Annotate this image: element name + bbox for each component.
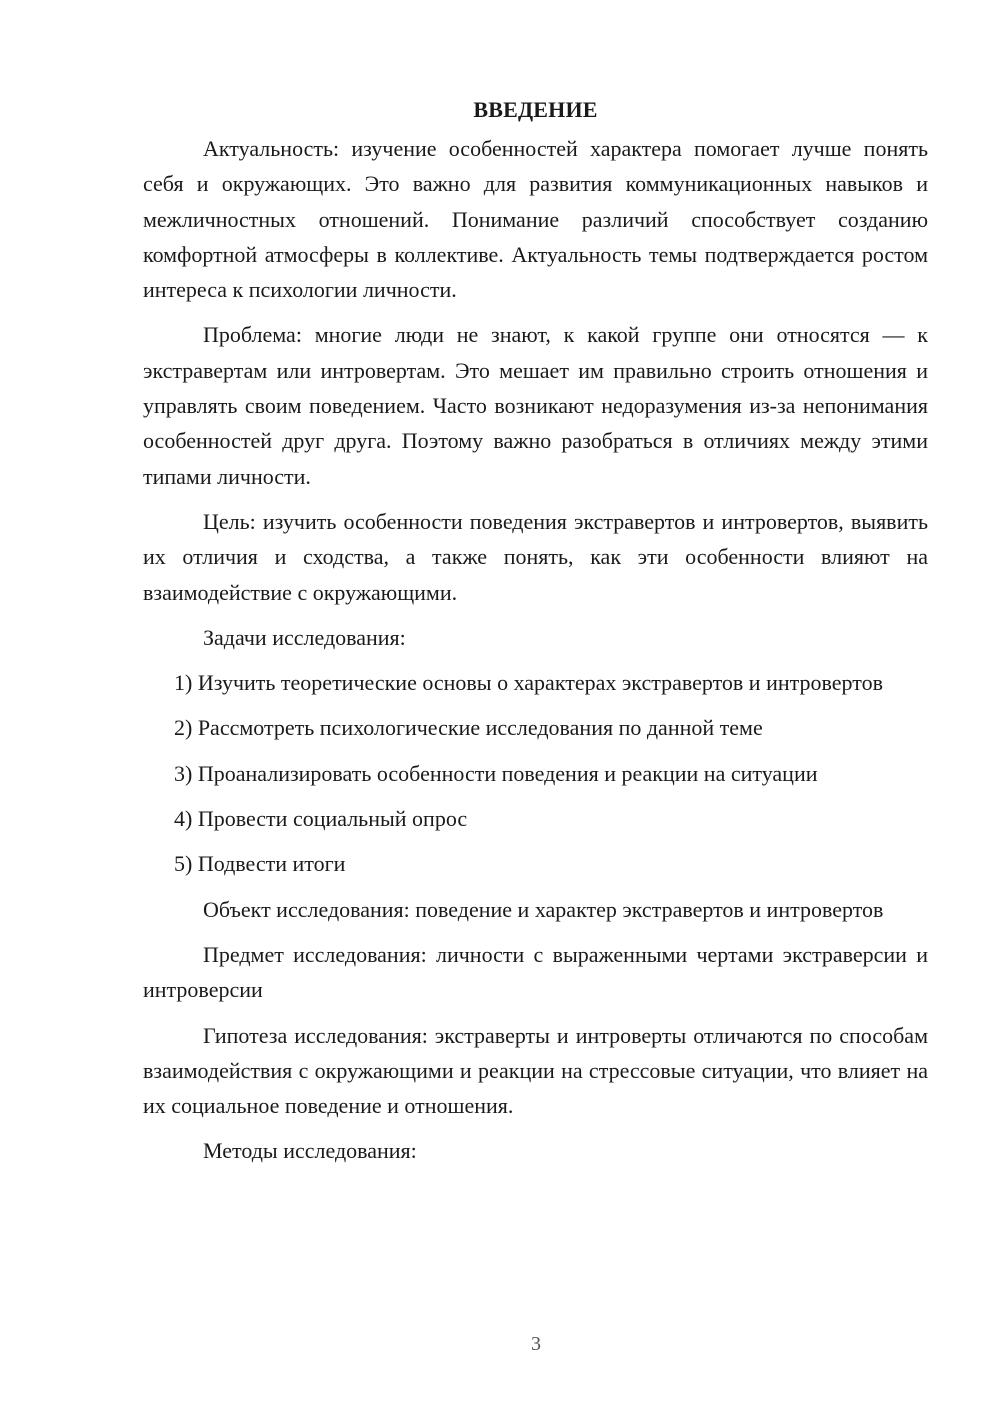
task-item-3: 3) Проанализировать особенности поведения и реакции на ситуации — [174, 760, 818, 786]
paragraph-relevance: Актуальность: изучение особенностей характера помогает лучше понять себя и окружающих. Это важно для развития коммуникационных навыков и межличностных отношений. Понимание различий способствует созданию комфортной атмосферы в коллективе. Актуальность темы подтверждается ростом интереса к психологии личности. — [143, 136, 928, 303]
paragraph-problem: Проблема: многие люди не знают, к какой группе они относятся — к экстравертам или интровертам. Это мешает им правильно строить отношения и управлять своим поведением. Часто возникают недоразумения из-за непонимания особенностей друг друга. Поэтому важно разобраться в отличиях между этими типами личности. — [143, 322, 928, 489]
paragraph-object: Объект исследования: поведение и характер экстравертов и интровертов — [203, 896, 884, 922]
paragraph-goal: Цель: изучить особенности поведения экстравертов и интровертов, выявить их отличия и сходства, а также понять, как эти особенности влияют на взаимодействие с окружающими. — [143, 508, 928, 605]
paragraph-hypothesis: Гипотеза исследования: экстраверты и интроверты отличаются по способам взаимодействия с окружающими и реакции на стрессовые ситуации, что влияет на их социальное поведение и отношения. — [143, 1022, 928, 1119]
document-page — [143, 92, 928, 1179]
task-item-5: 5) Подвести итоги — [174, 851, 346, 877]
task-item-2: 2) Рассмотреть психологические исследования по данной теме — [174, 715, 763, 741]
tasks-heading: Задачи исследования: — [203, 624, 406, 650]
page-title: ВВЕДЕНИЕ — [473, 97, 598, 122]
task-item-4: 4) Провести социальный опрос — [174, 806, 468, 832]
methods-heading: Методы исследования: — [203, 1138, 417, 1164]
tasks-list — [143, 665, 928, 881]
paragraph-subject: Предмет исследования: личности с выраженными чертами экстраверсии и интроверсии — [143, 941, 928, 1003]
task-item-1: 1) Изучить теоретические основы о характерах экстравертов и интровертов — [174, 670, 883, 696]
page-number: 3 — [531, 1333, 541, 1355]
